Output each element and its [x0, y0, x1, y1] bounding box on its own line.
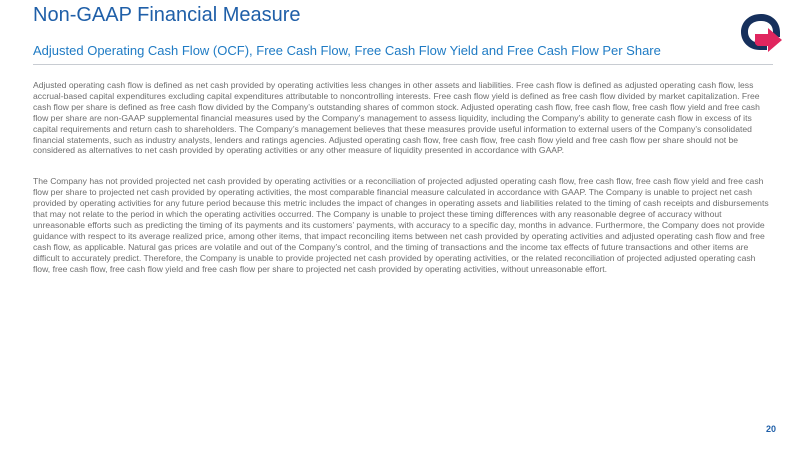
header-divider: [33, 64, 773, 65]
company-logo-icon: [737, 10, 785, 58]
logo-graphic: [737, 10, 785, 58]
page-title: Non-GAAP Financial Measure: [33, 4, 301, 26]
paragraph-definitions: Adjusted operating cash flow is defined as net cash provided by operating activities less changes in other assets and liabilities. Free cash flow is defined as adjusted operating cash flow, less accrual-based capital expenditures excluding capital expenditures attributable to noncontrolling interests. Free cash flow yield is defined as free cash flow divided by market capitalization. Free cash flow per share is defined as free cash flow divided by the Company’s outstanding shares of common stock. Adjusted operating cash flow, free cash flow, free cash flow yield and free cash flow per share are non-GAAP supplemental financial measures used by the Company’s management to assess liquidity, including the Company’s ability to generate cash flow in excess of its capital requirements and return cash to shareholders. The Company’s management believes that these measures provide useful information to external users of the Company’s consolidated financial statements, such as industry analysts, lenders and ratings agencies. Adjusted operating cash flow, free cash flow, free cash flow yield and free cash flow per share should not be considered as alternatives to net cash provided by operating activities or any other measure of liquidity presented in accordance with GAAP.: [33, 80, 760, 156]
paragraph-reconciliation: The Company has not provided projected net cash provided by operating activities or a reconciliation of projected adjusted operating cash flow, free cash flow, free cash flow yield and free cash flow per share to projected net cash provided by operating activities, the most comparable financial measure calculated in accordance with GAAP. The Company is unable to project net cash provided by operating activities for any future period because this metric includes the impact of changes in operating assets and liabilities related to the timing of cash receipts and disbursements that may not relate to the period in which the operating activities occurred. The Company is unable to project these timing differences with any reasonable degree of accuracy without unreasonable efforts such as predicting the timing of its payments and its customers’ payments, with accuracy to a specific day, months in advance. Furthermore, the Company does not provide guidance with respect to its average realized price, among other items, that impact reconciling items between net cash provided by operating activities and adjusted operating cash flow and free cash flow, as applicable. Natural gas prices are volatile and out of the Company’s control, and the timing of transactions and the income tax effects of future transactions and other items are difficult to accurately predict. Therefore, the Company is unable to provide projected net cash provided by operating activities, or the related reconciliation of projected adjusted operating cash flow, free cash flow, free cash flow yield and free cash flow per share to projected net cash provided by operating activities, without unreasonable effort.: [33, 176, 769, 274]
page-number: 20: [765, 424, 776, 434]
body-text: [33, 80, 775, 275]
page-subtitle: Adjusted Operating Cash Flow (OCF), Free Cash Flow, Free Cash Flow Yield and Free Cash Flow Per Share: [33, 43, 661, 58]
